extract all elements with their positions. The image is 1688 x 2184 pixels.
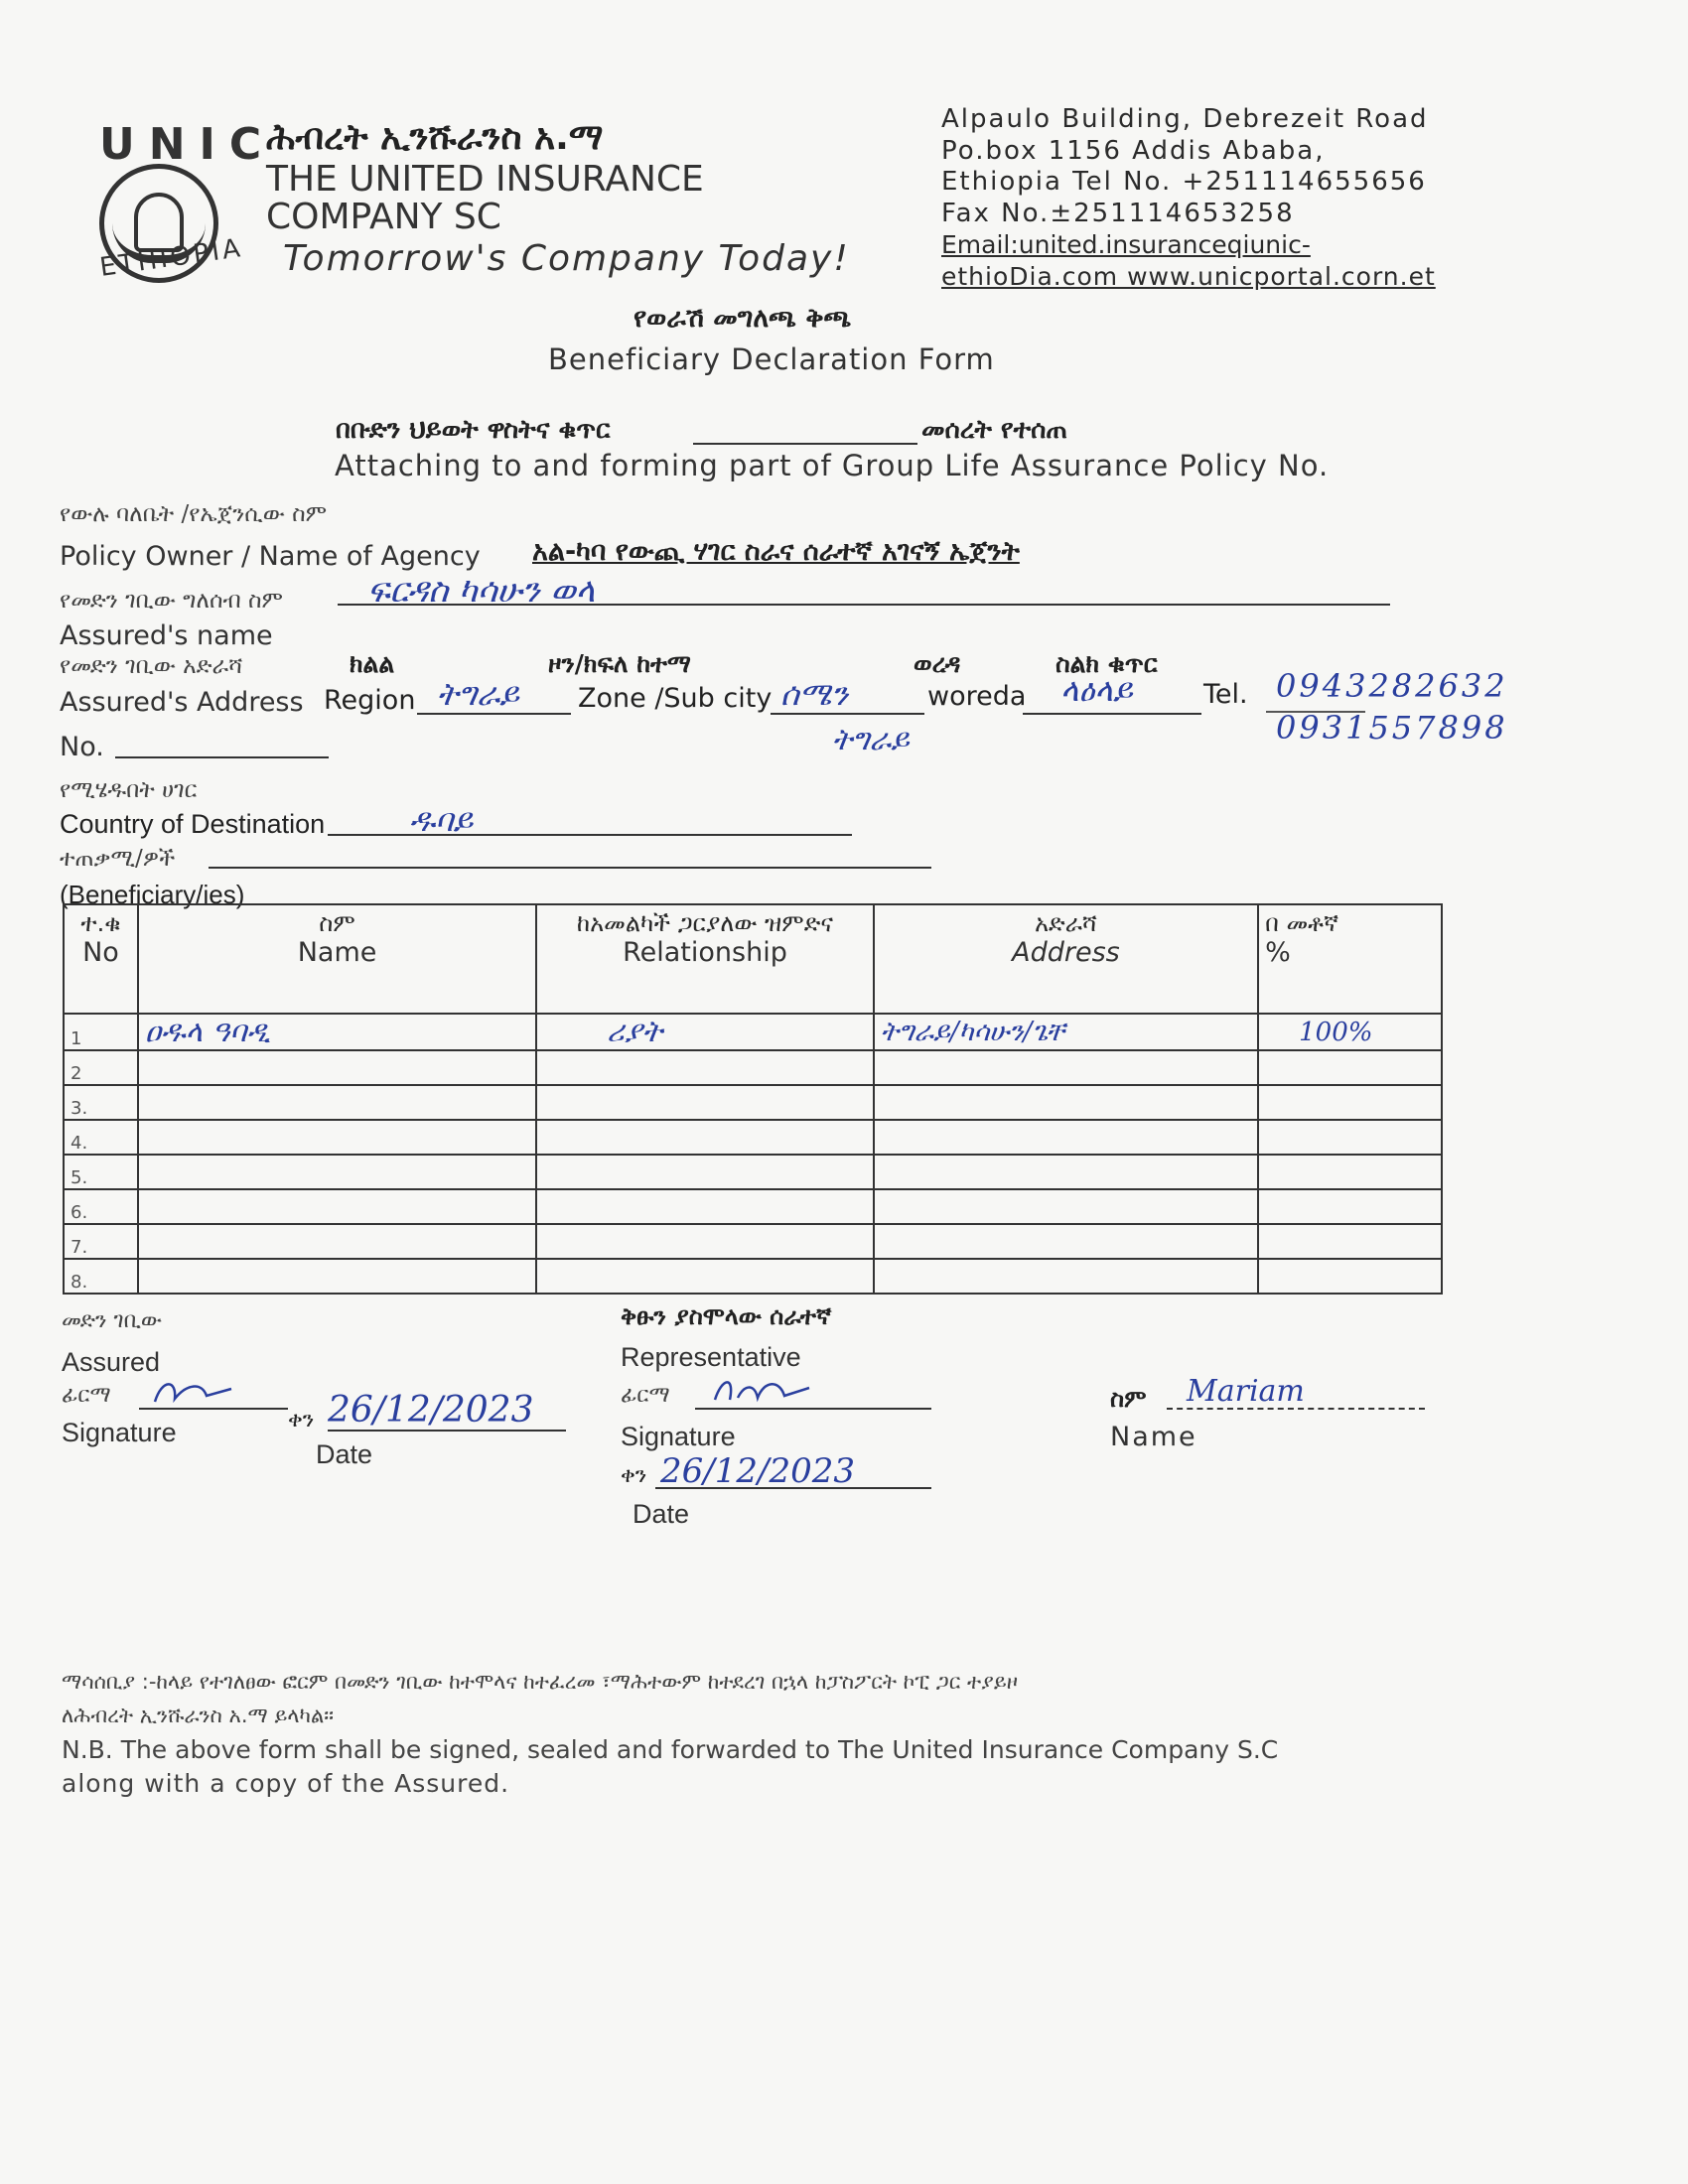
relationship-cell[interactable] — [536, 1155, 874, 1189]
woreda-value[interactable]: ላዕላይ — [1060, 671, 1133, 709]
form-title-amharic: የወራሽ መግለጫ ቅጫ — [633, 303, 852, 334]
footer-note-amharic-1: ማሳሰቢያ :-ከላይ የተገለፀው ፎርም በመድን ገቢው ከተሞላና ከተፈረመ ፣ማሕተውም ከተደረገ በኋላ ከፓስፖርት ኮፒ ጋር ተያይዞ — [62, 1670, 1019, 1694]
address-cell[interactable]: ትግራይ/ካሳሁን/ጌቸ — [874, 1014, 1258, 1050]
beneficiary-name-cell[interactable] — [138, 1259, 536, 1294]
assured-name-value[interactable]: ፍርዳስ ካሳሁን ወላ — [367, 571, 596, 611]
header-name-english: Name — [297, 937, 377, 968]
header-no-english: No — [82, 937, 119, 968]
relationship-cell[interactable] — [536, 1189, 874, 1224]
destination-label-amharic: የሚሄዱበት ሀገር — [60, 777, 198, 803]
header-relationship — [536, 904, 874, 1014]
representative-name-label: Name — [1110, 1422, 1197, 1452]
table-row — [64, 1189, 1442, 1224]
beneficiary-name-cell[interactable] — [138, 1120, 536, 1155]
company-tagline: Tomorrow's Company Today! — [283, 238, 850, 279]
relationship-cell[interactable] — [536, 1120, 874, 1155]
table-header-row — [64, 904, 1442, 1014]
address-label-amharic: የመድን ገቢው አድራሻ — [60, 653, 243, 679]
table-row — [64, 1155, 1442, 1189]
row-number: 8. — [64, 1259, 138, 1294]
beneficiary-name-cell[interactable]: ዐዱላ ዓባዲ — [138, 1014, 536, 1050]
tel-label-amharic: ስልክ ቁጥር — [1055, 649, 1158, 678]
header-name — [138, 904, 536, 1014]
row-number: 6. — [64, 1189, 138, 1224]
address-cell[interactable] — [874, 1050, 1258, 1085]
percent-cell[interactable]: 100% — [1258, 1014, 1442, 1050]
representative-signature-label: Signature — [621, 1422, 736, 1451]
address-line: Alpaulo Building, Debrezeit Road — [941, 104, 1429, 134]
percent-cell[interactable] — [1258, 1224, 1442, 1259]
policy-line-amharic-1: በቡድን ህይወት ዋስትና ቁጥር — [336, 415, 611, 445]
representative-signature-image — [710, 1370, 819, 1410]
percent-cell[interactable] — [1258, 1189, 1442, 1224]
representative-label-amharic: ቅፁን ያስሞላው ሰራተኛ — [621, 1302, 832, 1330]
beneficiary-name-cell[interactable] — [138, 1085, 536, 1120]
zone-label-amharic: ዞን/ክፍለ ከተማ — [548, 649, 691, 678]
assured-date-label: Date — [316, 1439, 373, 1469]
footer-note-english-1: N.B. The above form shall be signed, sealed and forwarded to The United Insurance Company S.C — [62, 1735, 1279, 1764]
header-name-amharic: ስም — [319, 909, 355, 937]
assured-signature-label-amharic: ፊርማ — [62, 1383, 111, 1408]
destination-label: Country of Destination — [60, 809, 326, 839]
assured-name-label-amharic: የመድን ገቢው ግለሰብ ስም — [60, 588, 284, 614]
assured-signature-label: Signature — [62, 1418, 177, 1447]
address-label: Assured's Address — [60, 687, 304, 718]
row-number: 7. — [64, 1224, 138, 1259]
relationship-cell[interactable]: ሪያት — [536, 1014, 874, 1050]
no-field[interactable] — [115, 756, 329, 758]
policy-owner-value[interactable]: አል-ካባ የውጪ ሃገር ስራና ሰራተኛ አገናኝ ኤጀንት — [532, 536, 1020, 567]
address-line: Fax No.±251114653258 — [941, 199, 1295, 228]
address-cell[interactable] — [874, 1189, 1258, 1224]
table-row — [64, 1050, 1442, 1085]
header-address-amharic: አድራሻ — [1034, 909, 1097, 937]
website-line[interactable]: ethioDia.com www.unicportal.corn.et — [941, 262, 1436, 291]
representative-signature-label-amharic: ፊርማ — [621, 1383, 670, 1408]
beneficiary-name-cell[interactable] — [138, 1224, 536, 1259]
table-row — [64, 1224, 1442, 1259]
relationship-cell[interactable] — [536, 1085, 874, 1120]
policy-owner-label-amharic: የውሉ ባለቤት /የኤጀንሲው ስም — [60, 501, 328, 527]
representative-name-label-amharic: ስም — [1110, 1385, 1147, 1413]
row-number: 2 — [64, 1050, 138, 1085]
representative-date-label-amharic: ቀን — [621, 1463, 647, 1488]
tel-label: Tel. — [1203, 679, 1248, 710]
policy-line-amharic-2: መሰረት የተሰጠ — [921, 415, 1068, 445]
region-value[interactable]: ትግራይ — [437, 675, 519, 713]
zone-value-2[interactable]: ትግራይ — [832, 723, 910, 757]
company-name-line1: THE UNITED INSURANCE — [266, 159, 704, 200]
tel-field[interactable] — [1266, 711, 1365, 713]
row-number: 3. — [64, 1085, 138, 1120]
policy-number-field[interactable] — [693, 443, 917, 445]
beneficiary-label: (Beneficiary/ies) — [60, 880, 245, 909]
address-line: Po.box 1156 Addis Ababa, — [941, 136, 1326, 166]
representative-date-value[interactable]: 26/12/2023 — [660, 1451, 855, 1491]
footer-note-amharic-2: ለሕብረት ኢንሹራንስ አ.ማ ይላካል። — [62, 1704, 335, 1727]
footer-note-english-2: along with a copy of the Assured. — [62, 1769, 510, 1798]
assured-signature-image — [147, 1374, 236, 1414]
representative-label: Representative — [621, 1342, 801, 1372]
zone-label: Zone /Sub city — [578, 683, 773, 714]
table-row — [64, 1120, 1442, 1155]
representative-date-label: Date — [633, 1499, 690, 1529]
row-number: 5. — [64, 1155, 138, 1189]
logo-text-bottom: ETHIOPIA — [97, 233, 245, 283]
header-percent-amharic: በ መቶኛ — [1265, 909, 1339, 937]
relationship-cell[interactable] — [536, 1224, 874, 1259]
region-label: Region — [324, 685, 416, 716]
address-cell[interactable] — [874, 1120, 1258, 1155]
tel-value-2[interactable]: 0931557898 — [1276, 709, 1508, 747]
assured-date-value[interactable]: 26/12/2023 — [328, 1390, 534, 1431]
form-title: Beneficiary Declaration Form — [548, 342, 995, 376]
address-cell[interactable] — [874, 1224, 1258, 1259]
percent-cell[interactable] — [1258, 1120, 1442, 1155]
header-relationship-amharic: ከአመልካች ጋርያለው ዝምድና — [576, 909, 834, 937]
header-no-amharic: ተ.ቁ — [80, 909, 121, 937]
woreda-label: woreda — [927, 681, 1027, 712]
beneficiary-name-cell[interactable] — [138, 1050, 536, 1085]
beneficiary-table — [63, 903, 1443, 1295]
company-name-line2: COMPANY SC — [266, 197, 501, 237]
no-label: No. — [60, 732, 104, 762]
assured-name-label: Assured's name — [60, 620, 273, 651]
woreda-label-amharic: ወረዳ — [914, 649, 961, 678]
policy-line-english: Attaching to and forming part of Group Life Assurance Policy No. — [335, 449, 1330, 482]
region-label-amharic: ክልል — [350, 649, 395, 678]
assured-label: Assured — [62, 1347, 161, 1377]
policy-owner-label: Policy Owner / Name of Agency — [60, 541, 481, 572]
header-relationship-english: Relationship — [623, 937, 787, 968]
percent-cell[interactable] — [1258, 1155, 1442, 1189]
header-percent-english: % — [1265, 937, 1291, 968]
percent-cell[interactable] — [1258, 1050, 1442, 1085]
row-number: 4. — [64, 1120, 138, 1155]
assured-label-amharic: መድን ገቢው — [62, 1308, 163, 1333]
destination-value[interactable]: ዱባይ — [409, 801, 474, 839]
zone-value-1[interactable]: ሰሜን — [780, 675, 849, 713]
percent-cell[interactable] — [1258, 1085, 1442, 1120]
header-address-english: Address — [1012, 937, 1120, 968]
address-cell[interactable] — [874, 1259, 1258, 1294]
destination-field[interactable] — [328, 834, 852, 836]
email-line[interactable]: Email:united.insuranceqiunic- — [941, 230, 1311, 259]
tel-value-1[interactable]: 0943282632 — [1276, 667, 1508, 705]
logo-text-top: UNIC — [99, 119, 276, 170]
beneficiary-name-cell[interactable] — [138, 1189, 536, 1224]
company-name-amharic: ሕብረት ኢንሹራንስ አ.ማ — [266, 117, 604, 158]
woreda-field[interactable] — [1023, 713, 1201, 715]
table-row — [64, 1085, 1442, 1120]
header-address — [874, 904, 1258, 1014]
header-percent — [1258, 904, 1442, 1014]
table-row — [64, 1014, 1442, 1050]
header-no — [64, 904, 138, 1014]
beneficiary-name-cell[interactable] — [138, 1155, 536, 1189]
representative-name-value[interactable]: Mariam — [1187, 1374, 1305, 1409]
relationship-cell[interactable] — [536, 1259, 874, 1294]
table-row — [64, 1259, 1442, 1294]
assured-date-label-amharic: ቀን — [288, 1408, 315, 1433]
relationship-cell[interactable] — [536, 1050, 874, 1085]
row-number: 1 — [64, 1014, 138, 1050]
address-cell[interactable] — [874, 1155, 1258, 1189]
percent-cell[interactable] — [1258, 1259, 1442, 1294]
address-cell[interactable] — [874, 1085, 1258, 1120]
beneficiary-label-amharic: ተጠቃሚ/ዎች — [60, 846, 176, 872]
beneficiary-field[interactable] — [209, 867, 931, 869]
address-line: Ethiopia Tel No. +251114655656 — [941, 167, 1427, 197]
